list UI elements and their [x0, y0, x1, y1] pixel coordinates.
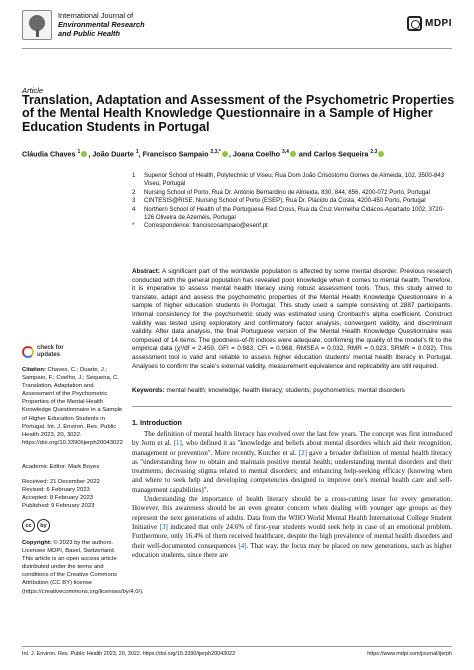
orcid-icon[interactable] — [222, 151, 228, 157]
affiliation-text: CINTESIS@RISE, Nursing School of Porto (ESEP), Rua Dr. Plácido da Costa, 4200-450 Porto, Portugal — [144, 197, 426, 205]
page-footer — [22, 651, 452, 657]
orcid-icon[interactable] — [290, 151, 296, 157]
copyright-block — [22, 539, 144, 596]
cc-by-icon: by — [37, 519, 50, 532]
author-affiliation-mark: 1 — [135, 149, 139, 155]
check-for-updates-badge[interactable] — [22, 345, 64, 358]
date-line: Accepted: 8 February 2023 — [22, 495, 94, 502]
citation-block — [22, 366, 124, 447]
paragraph-text: Understanding the importance of health literacy should be a cross-cutting issue for every generation. However, this awareness should be an even greater concern when dealing with younger age groups as they represent the next generations of adults. Data from the WHO World Mental Health International College Student Initiative — [132, 495, 452, 531]
reference-link[interactable]: [1] — [173, 439, 182, 448]
affiliation-text: Northern School of Health of the Portuguese Red Cross, Rua da Cruz Vermelha Cidacos-Apartado 1002, 3720-126 Oliveira de Azeméis, Portugal — [144, 205, 445, 222]
affiliation-item — [132, 222, 452, 230]
reference-link[interactable]: [4] — [238, 541, 247, 550]
citation-text: Chaves, C.; Duarte, J.; Sampaio, F.; Coelho, J.; Sequeira, C. Translation, Adaptation and Assessment of the Psychometric Properties of the Mental Health Knowledge Questionnaire in a Sample of Higher Education Students in Portugal. Int. J. Environ. Res. Public Health 2023, 20, 3022. https://doi.org/10.3390/ijerph20043022 — [22, 367, 123, 446]
affiliation-item — [132, 197, 452, 205]
mdpi-logo-icon — [407, 16, 422, 31]
paragraph-text: indicated that only 24.6% of first-year students would seek help in case of an emotional problem. Furthermore, only 16.4% of them received healthcare, despite the high prevalence of mental health disorders and their well-documented consequences — [132, 522, 452, 550]
section-heading: 1. Introduction — [132, 418, 182, 427]
paragraph-text: . That way, the focus may be placed on new generations, such as higher education students, since there are — [132, 541, 452, 559]
keywords-text: mental health; knowledge; health literacy; students; psychometrics; mental disorders — [166, 387, 405, 394]
citation-label: Citation: — [22, 367, 46, 373]
author-name: João Duarte — [92, 149, 136, 159]
affiliations — [132, 172, 452, 231]
intro-paragraph-1 — [132, 430, 452, 495]
introduction-body — [132, 430, 452, 560]
academic-editor: Academic Editor: Mark Boyes — [22, 464, 100, 470]
publisher-logo — [407, 16, 452, 31]
affiliation-item — [132, 189, 452, 197]
journal-header — [22, 10, 452, 46]
author-list: Cláudia Chaves $^1$ , João Duarte $^1$, Francisco Sampaio $^{2,3,*}$ , Joana Coelho $^{3,4}$ and Carlos Sequeira $^{2,3}$ — [22, 149, 462, 158]
article-type: Article — [22, 86, 44, 95]
reference-link[interactable]: [3] — [159, 522, 168, 531]
journal-name-line2: Environmental Research — [58, 20, 145, 29]
intro-paragraph-2 — [132, 495, 452, 560]
abstract-label: Abstract: — [132, 268, 161, 275]
author-affiliation-mark: 2,3,* — [210, 149, 221, 155]
affiliation-number: 3 — [132, 197, 136, 205]
copyright-text: © 2023 by the authors. Licensee MDPI, Basel, Switzerland. This article is an open access article distributed under the terms and conditions of the Creative Commons Attribution (CC BY) license (https://creativecommons.org/licenses/by/4.0/). — [22, 540, 144, 595]
date-line: Revised: 6 February 2023 — [22, 487, 90, 494]
author-name: Joana Coelho — [232, 149, 282, 159]
cc-cc-icon: cc — [22, 519, 35, 532]
affiliation-number: * — [132, 222, 135, 230]
check-updates-line2: updates — [37, 351, 61, 358]
author-affiliation-mark: 1 — [77, 149, 81, 155]
abstract — [132, 268, 452, 371]
article-title: Translation, Adaptation and Assessment of the Psychometric Properties of the Mental Health Knowledge Questionnaire in a Sample of Higher Education Students in Portugal — [22, 93, 455, 134]
journal-logo-icon — [22, 10, 52, 40]
journal-name-line1: International Journal of — [58, 11, 134, 20]
affiliation-number: 4 — [132, 205, 136, 213]
keywords — [132, 387, 452, 396]
keywords-label: Keywords: — [132, 387, 165, 394]
affiliation-number: 1 — [132, 172, 136, 179]
affiliation-item — [132, 206, 452, 223]
footer-citation: Int. J. Environ. Res. Public Health 2023, 20, 3022. https://doi.org/10.3390/ijerph20043022 — [22, 651, 236, 657]
author-name: Francisco Sampaio — [142, 149, 211, 159]
check-updates-label — [37, 345, 64, 358]
paragraph-text: gave a broader definition of mental health literacy as "understanding how to obtain and maintain positive mental health; understanding mental disorders and their treatments; decreasing stigma related to mental disorders; and enhancing help-seeking efficacy (knowing when and where to seek help and developing competencies designed to improve one's mental health care and self-management capabilities)". — [132, 448, 452, 494]
reference-link[interactable]: [2] — [298, 448, 307, 457]
affiliation-text: Nursing School of Porto, Rua Dr. António Bernardino de Almeida, 830, 844, 856, 4200-072 Porto, Portugal — [144, 188, 430, 196]
date-line: Received: 21 December 2022 — [22, 479, 100, 485]
orcid-icon[interactable] — [81, 151, 87, 157]
copyright-label: Copyright: — [22, 540, 52, 546]
orcid-icon[interactable] — [378, 151, 384, 157]
date-line: Published: 9 February 2023 — [22, 503, 95, 510]
check-updates-icon — [22, 346, 34, 358]
footer-journal-link[interactable]: https://www.mdpi.com/journal/ijerph — [367, 651, 452, 657]
keywords-divider — [132, 406, 452, 407]
check-updates-line1: check for — [37, 345, 64, 351]
footer-divider — [22, 646, 452, 647]
cc-license-badge[interactable] — [22, 519, 50, 532]
author-affiliation-mark: 2,3 — [370, 149, 378, 155]
journal-name-line3: and Public Health — [58, 29, 121, 38]
publisher-name: MDPI — [425, 18, 452, 29]
affiliation-text: Superior School of Health, Polytechnic of Viseu, Rua Dom João Crisóstomo Gomes de Almeida, 102, 3500-843 Viseu, Portugal — [144, 172, 444, 188]
paragraph-text: , who defined it as "knowledge and beliefs about mental disorders which aid their recognition, management or prevention". More recently, Kutcher et al. — [132, 439, 452, 457]
author-name: and Carlos Sequeira — [298, 149, 371, 159]
author-name: Cláudia Chaves — [22, 149, 78, 159]
affiliation-number: 2 — [132, 188, 136, 196]
header-divider — [22, 48, 452, 49]
paragraph-text: The definition of mental health literacy has evolved over the last few years. The concept was first introduced by Jorm et al. — [132, 430, 452, 448]
affiliation-item — [132, 172, 452, 189]
abstract-text: A significant part of the worldwide population is affected by some mental disorder. Previous research conducted with the general population has revealed poor knowledge when it comes to mental health. Therefore, it is imperative to assess mental health literacy using robust assessment tools. Thus, this study aimed to translate, adapt and assess the psychometric properties of the Mental Health Knowledge Questionnaire in a sample of higher education students in Portugal. This study used a sample consisting of 2887 participants. Internal consistency for the psychometric study was estimated using Cronbach's alpha coefficient. Construct validity was tested using exploratory and confirmatory factor analysis, convergent validity, and discriminant validity. After data analysis, the final Portuguese version of the Mental Health Knowledge Questionnaire was composed of 14 items. The goodness-of-fit indices were adequate, confirming the quality of the model's fit to the empirical data (χ²/df = 2.459, GFI = 0.983, CFI = 0.968, RMSEA = 0.032, RMR = 0.023, SRMR = 0.032). This assessment tool is valid and reliable to assess higher education students' mental health literacy in Portugal. Analyses to confirm the scale's external validity, measurement equivalence and replicability are still required. — [132, 268, 452, 370]
journal-name — [58, 11, 145, 38]
publication-dates — [22, 478, 124, 510]
affiliation-text: Correspondence: franciscosampaio@esenf.pt — [144, 222, 268, 230]
author-affiliation-mark: 3,4 — [281, 149, 289, 155]
